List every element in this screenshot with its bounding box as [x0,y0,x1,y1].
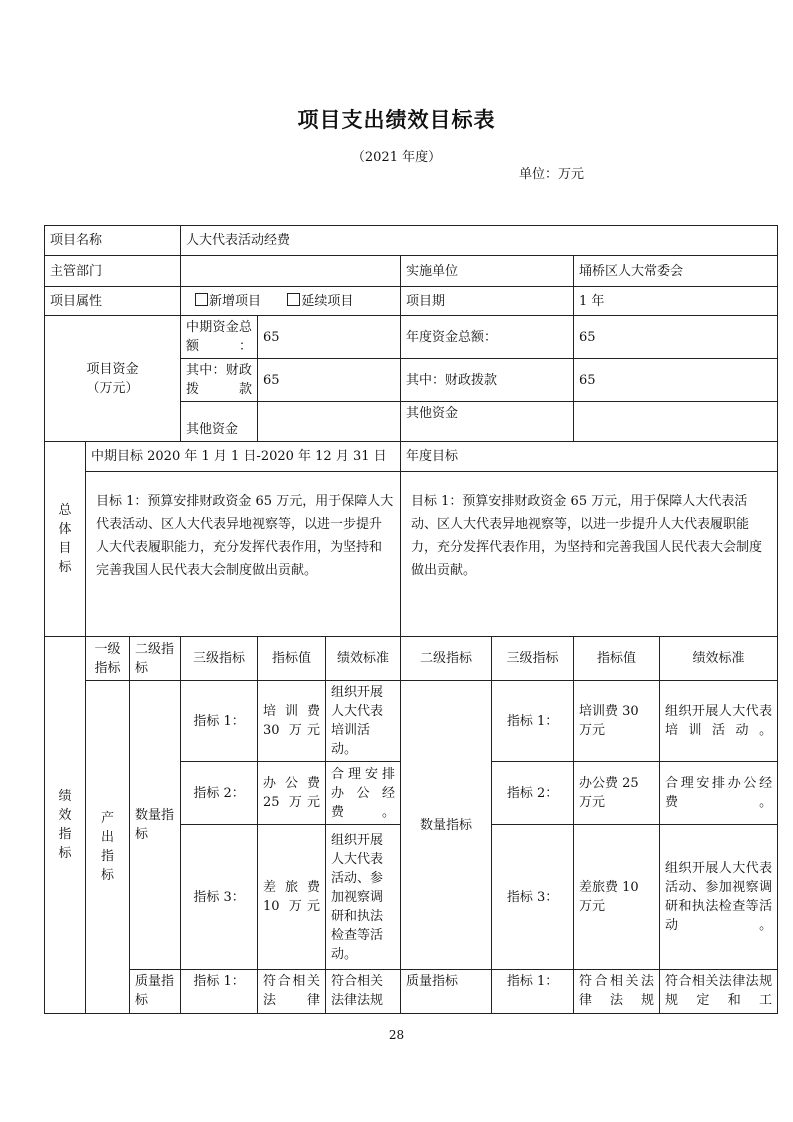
mid-total-label: 中期资金总额： [181,316,258,359]
quantity-indicator-label-b: 数量指标 [401,681,492,970]
new-project-label: 新增项目 [209,293,262,309]
project-name-value: 人大代表活动经费 [181,226,778,256]
new-project-checkbox[interactable] [195,293,208,306]
fiscal-year: （2021 年度） [351,150,442,165]
quality-indicator-value: 符合相关法律 [258,970,326,1014]
performance-indicators-label: 绩 效 指 标 [45,637,86,1014]
department-row [45,256,778,287]
quantity-indicator-label: 数量指标 [130,681,181,970]
quality-indicator-name-b: 指标 1： [492,970,574,1014]
page-title: 项目支出绩效目标表 [297,108,496,132]
quality-indicator-label-b: 质量指标 [401,970,492,1014]
indicator-value-b: 办公费 25 万元 [574,762,660,825]
indicator-standard: 合理安排办公经费。 [326,762,401,825]
level3-header: 三级指标 [181,637,258,681]
indicator-value-b: 差旅费 10 万元 [574,825,660,970]
period-label: 项目期 [401,287,574,316]
funds-label-cell [45,316,181,442]
annual-total-value: 65 [574,316,778,359]
department-value [181,256,401,287]
performance-target-table [44,225,778,1014]
indicator-name-b: 指标 3： [492,825,574,970]
level2-header-b: 二级指标 [401,637,492,681]
indicator-standard: 组织开展人大代表培训活动。 [326,681,401,762]
quality-indicator-standard: 符合相关法律法规 [326,970,401,1014]
impl-unit-label: 实施单位 [401,256,574,287]
quality-row [45,970,778,1014]
indicator-name-b: 指标 1： [492,681,574,762]
annual-total-label: 年度资金总额： [401,316,574,359]
annual-goal-header: 年度目标 [401,442,778,472]
annual-fiscal-label: 其中：财政拨款 [401,359,574,402]
output-indicators-label: 产 出 指 标 [86,681,130,1014]
overall-goals-label: 总 体 目 标 [45,442,86,637]
project-name-row [45,226,778,256]
mid-term-goal-text: 目标 1：预算安排财政资金 65 万元，用于保障人大代表活动、区人大代表异地视察等，以进一步提升人大代表履职能力，充分发挥代表作用，为坚持和完善我国人民代表大会制度做出贡献。 [86,472,401,637]
indicator-standard: 组织开展人大代表活动、参加视察调研和执法检查等活动。 [326,825,401,970]
quality-indicator-name: 指标 1： [181,970,258,1014]
indicator-value: 差旅费 10 万元 [258,825,326,970]
standard-header-b: 绩效标准 [660,637,778,681]
mid-fiscal-value: 65 [258,359,401,402]
annual-other-value [574,402,778,442]
department-label: 主管部门 [45,256,181,287]
indicator-name: 指标 3： [181,825,258,970]
annual-fiscal-value: 65 [574,359,778,402]
goals-text-row [45,472,778,637]
indicator-name: 指标 1： [181,681,258,762]
quality-indicator-standard-b: 符合相关法律法规规定和工 [660,970,778,1014]
indicator-value: 办公费 25 万元 [258,762,326,825]
standard-header: 绩效标准 [326,637,401,681]
indicator-value-b: 培训费 30 万元 [574,681,660,762]
annual-other-label: 其他资金 [401,402,574,442]
goals-header-row [45,442,778,472]
indicator-standard-b: 合理安排办公经费。 [660,762,778,825]
indicator-name-b: 指标 2： [492,762,574,825]
value-header: 指标值 [258,637,326,681]
value-header-b: 指标值 [574,637,660,681]
mid-fiscal-label: 其中：财政拨款 [181,359,258,402]
indicator-standard-b: 组织开展人大代表培训活动。 [660,681,778,762]
table-row [45,681,778,762]
attribute-label: 项目属性 [45,287,181,316]
level1-header: 一级指标 [86,637,130,681]
funds-label-unit: （万元） [86,380,139,396]
mid-other-value [258,402,401,442]
funds-total-row [45,316,778,359]
impl-unit-value: 埇桥区人大常委会 [574,256,778,287]
mid-total-value: 65 [258,316,401,359]
mid-term-goal-header: 中期目标 2020 年 1 月 1 日-2020 年 12 月 31 日 [86,442,401,472]
quality-indicator-label: 质量指标 [130,970,181,1014]
attribute-options [181,287,401,316]
funds-label: 项目资金 [86,361,139,377]
page-number: 28 [388,1028,405,1042]
attribute-row [45,287,778,316]
indicators-header-row [45,637,778,681]
level3-header-b: 三级指标 [492,637,574,681]
indicator-name: 指标 2： [181,762,258,825]
period-value: 1 年 [574,287,778,316]
annual-goal-text: 目标 1：预算安排财政资金 65 万元，用于保障人大代表活动、区人大代表异地视察等，以进一步提升人大代表履职能力，充分发挥代表作用，为坚持和完善我国人民代表大会制度做出贡献。 [401,472,778,637]
level2-header: 二级指标 [130,637,181,681]
continuing-project-label: 延续项目 [301,293,354,309]
currency-unit: 单位：万元 [519,167,585,182]
continuing-project-checkbox[interactable] [287,293,300,306]
project-name-label: 项目名称 [45,226,181,256]
mid-other-label: 其他资金 [181,402,258,442]
quality-indicator-value-b: 符合相关法律法规 [574,970,660,1014]
indicator-standard-b: 组织开展人大代表活动、参加视察调研和执法检查等活动。 [660,825,778,970]
indicator-value: 培训费 30 万元 [258,681,326,762]
